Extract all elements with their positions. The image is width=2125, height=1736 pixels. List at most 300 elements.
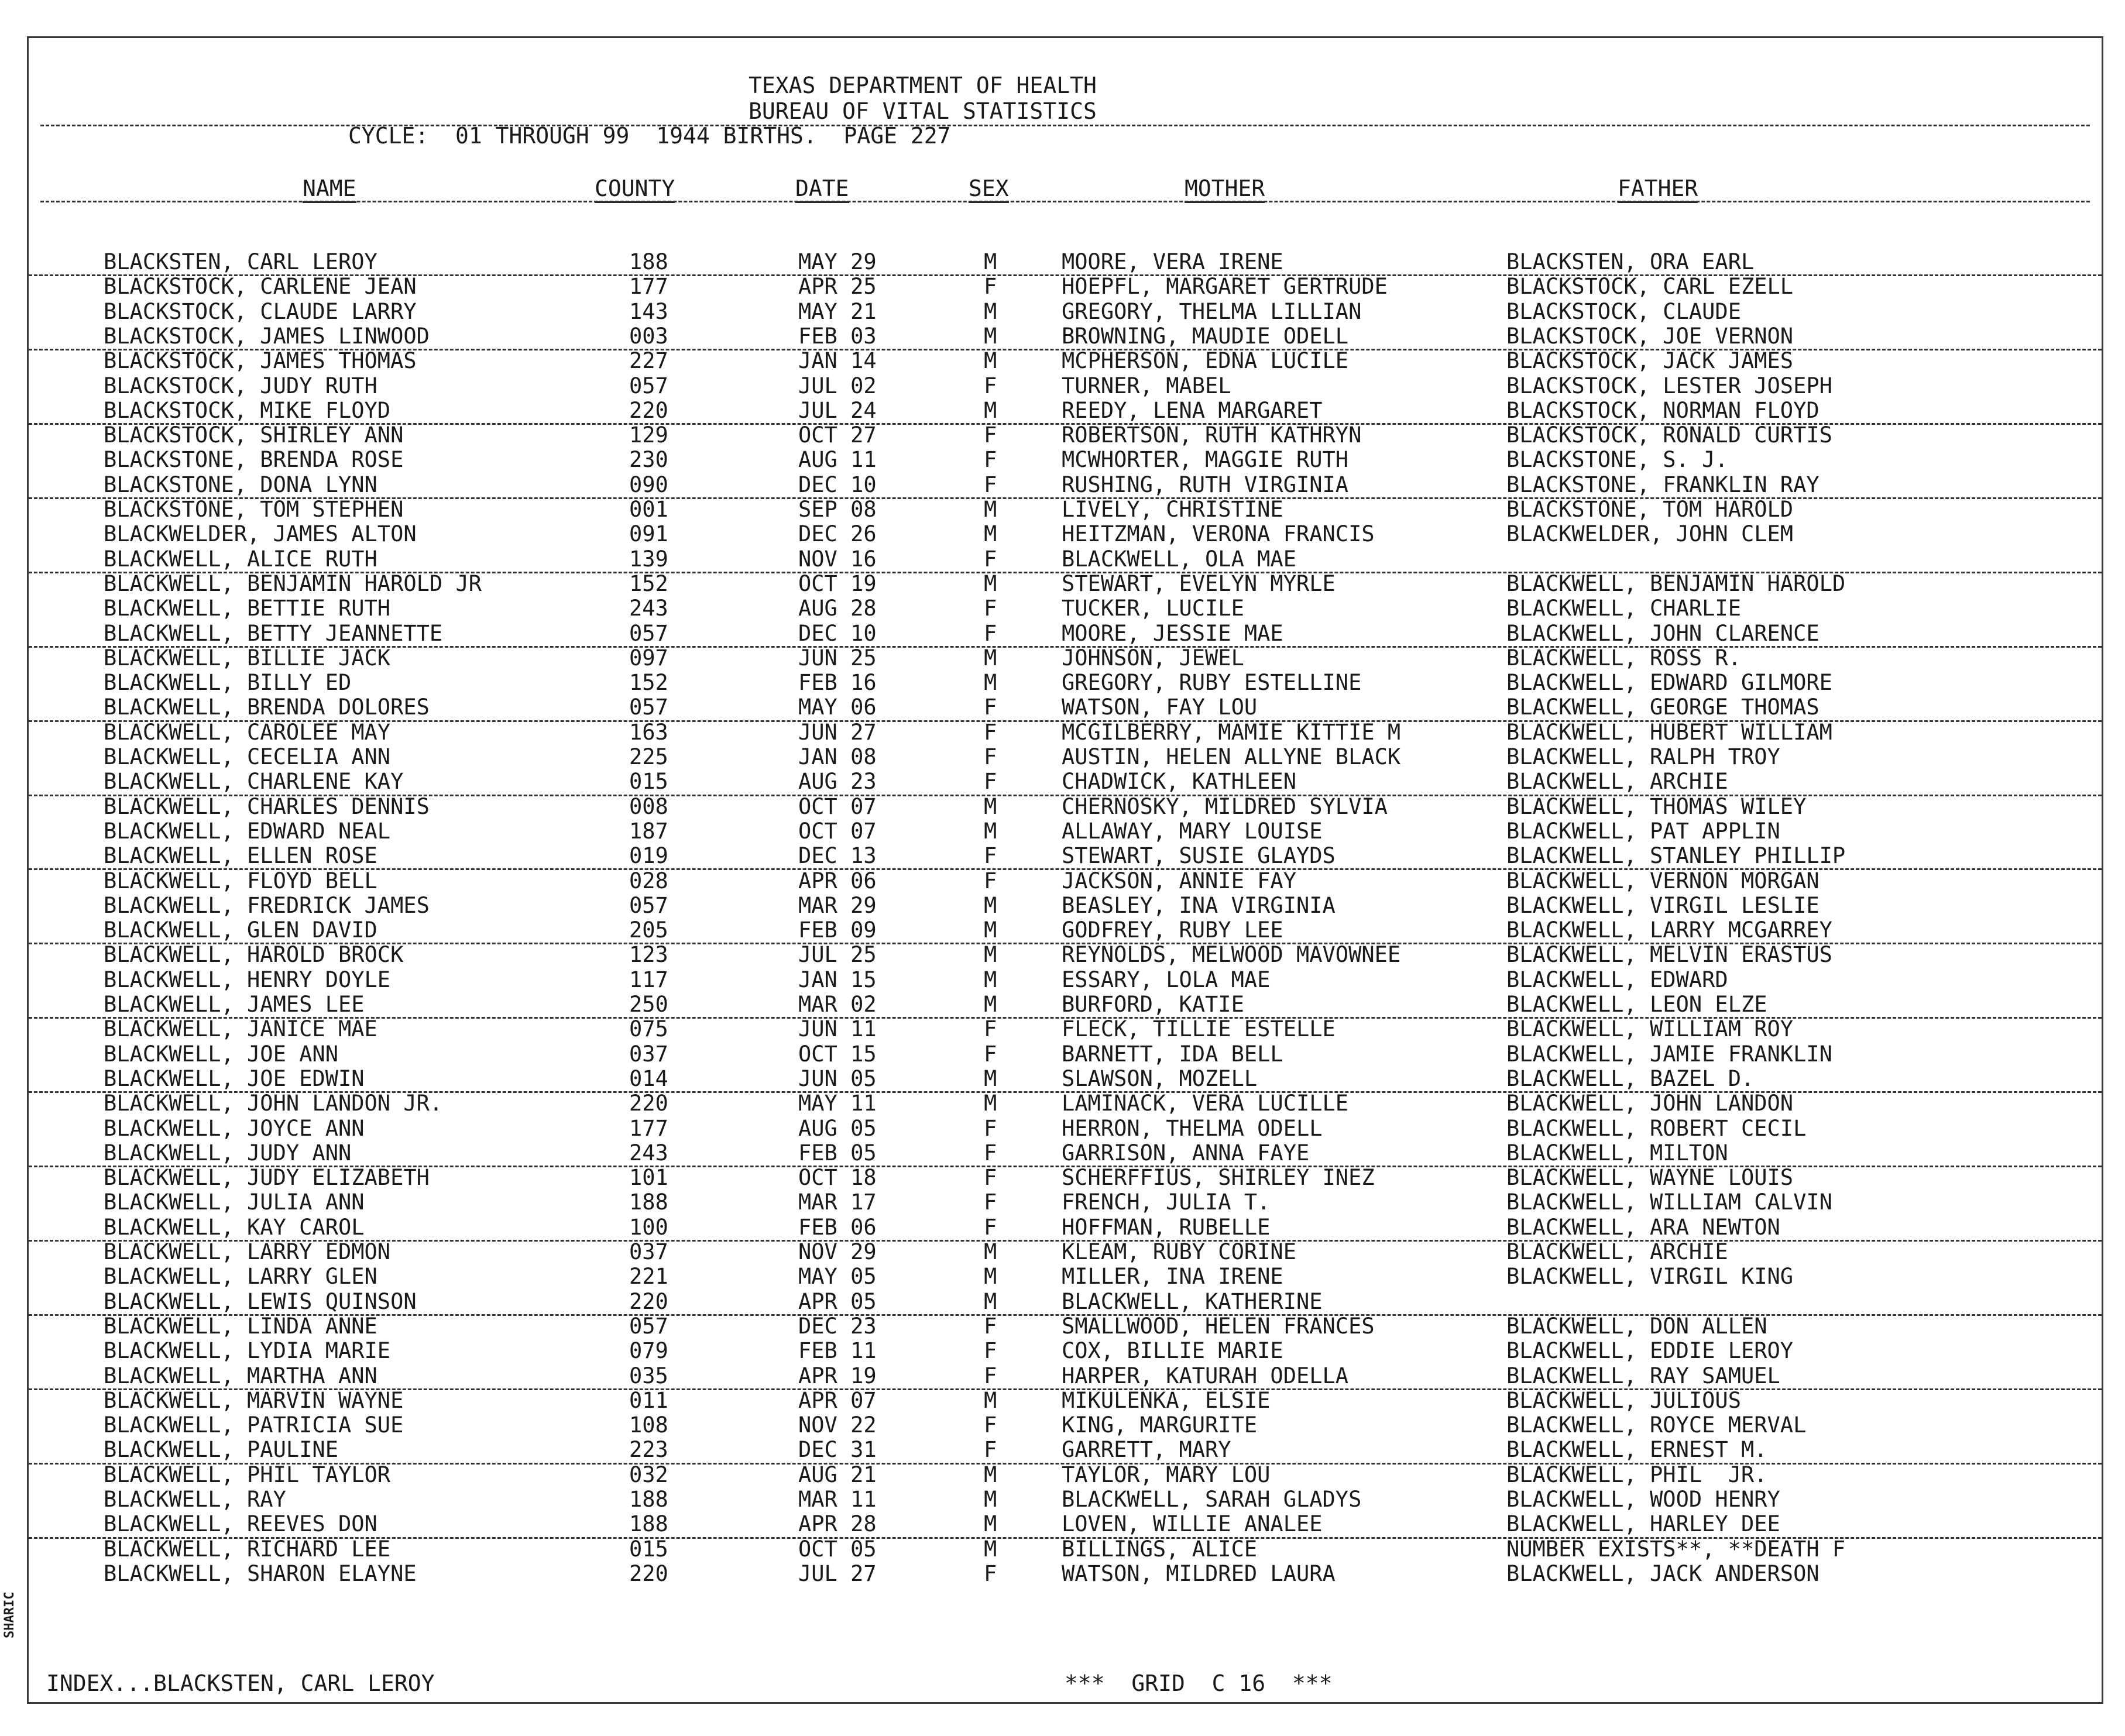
- cell-county: 011: [629, 1387, 668, 1413]
- cell-mother: GARRETT, MARY: [1062, 1437, 1231, 1463]
- cell-name: BLACKWELL, LINDA ANNE: [104, 1313, 377, 1339]
- cell-mother: STEWART, EVELYN MYRLE: [1062, 570, 1336, 596]
- cell-county: 163: [629, 719, 668, 745]
- cell-mother: BLACKWELL, SARAH GLADYS: [1062, 1487, 1362, 1512]
- cell-mother: ROBERTSON, RUTH KATHRYN: [1062, 422, 1362, 448]
- table-row: [29, 1512, 2102, 1538]
- cell-date: MAR 17: [798, 1190, 877, 1215]
- cell-name: BLACKWELL, JOE ANN: [104, 1041, 338, 1067]
- cell-name: BLACKWELL, BETTIE RUTH: [104, 596, 391, 621]
- table-row: [29, 1487, 2102, 1512]
- cell-mother: GARRISON, ANNA FAYE: [1062, 1140, 1310, 1166]
- cell-county: 188: [629, 249, 668, 274]
- cell-father: BLACKWELL, WOOD HENRY: [1506, 1487, 1780, 1512]
- cell-mother: BLACKWELL, OLA MAE: [1062, 546, 1296, 572]
- cell-father: BLACKWELL, EDWARD GILMORE: [1506, 670, 1832, 696]
- cell-name: BLACKSTOCK, JUDY RUTH: [104, 373, 377, 398]
- cell-sex: F: [984, 868, 997, 893]
- document-page: [27, 36, 2103, 1704]
- cell-name: BLACKWELL, CHARLES DENNIS: [104, 793, 430, 819]
- cell-mother: HEITZMAN, VERONA FRANCIS: [1062, 521, 1375, 547]
- cell-county: 220: [629, 1091, 668, 1116]
- table-row: [29, 423, 2102, 448]
- table-row: [29, 1438, 2102, 1464]
- table-row: [29, 918, 2102, 944]
- table-row: [29, 1413, 2102, 1438]
- cell-county: 037: [629, 1239, 668, 1264]
- cell-sex: F: [984, 695, 997, 720]
- cell-sex: F: [984, 1363, 997, 1388]
- cell-father: BLACKWELL, MELVIN ERASTUS: [1506, 942, 1832, 968]
- cell-name: BLACKWELL, HENRY DOYLE: [104, 967, 391, 992]
- cell-county: 035: [629, 1363, 668, 1388]
- cell-name: BLACKSTONE, TOM STEPHEN: [104, 497, 404, 522]
- cell-date: AUG 21: [798, 1462, 877, 1487]
- cell-county: 243: [629, 596, 668, 621]
- cell-father: BLACKWELL, LARRY MCGARREY: [1506, 917, 1832, 943]
- cell-name: BLACKWELL, JAMES LEE: [104, 992, 365, 1017]
- cell-sex: M: [984, 1264, 997, 1290]
- cell-county: 188: [629, 1190, 668, 1215]
- table-row: [29, 300, 2102, 324]
- cell-sex: F: [984, 1560, 997, 1586]
- cell-name: BLACKWELL, JOE EDWIN: [104, 1065, 365, 1091]
- table-row: [29, 1364, 2102, 1390]
- cell-date: OCT 27: [798, 422, 877, 448]
- cell-sex: M: [984, 917, 997, 943]
- cell-sex: M: [984, 249, 997, 274]
- cell-sex: F: [984, 769, 997, 795]
- cell-county: 015: [629, 769, 668, 795]
- table-row: [29, 720, 2102, 745]
- cell-county: 100: [629, 1214, 668, 1240]
- cell-sex: F: [984, 422, 997, 448]
- cell-father: BLACKWELL, JOHN LANDON: [1506, 1091, 1794, 1116]
- table-row: [29, 1562, 2102, 1586]
- cell-mother: JACKSON, ANNIE FAY: [1062, 868, 1296, 893]
- col-sex-header: SEX: [969, 176, 1009, 201]
- table-row: [29, 769, 2102, 796]
- cell-father: BLACKSTOCK, CLAUDE: [1506, 298, 1741, 324]
- cell-date: FEB 06: [798, 1214, 877, 1240]
- table-row: [29, 1463, 2102, 1487]
- cell-name: BLACKWELL, FLOYD BELL: [104, 868, 377, 893]
- cell-mother: HOFFMAN, RUBELLE: [1062, 1214, 1271, 1240]
- cell-county: 152: [629, 670, 668, 696]
- cell-mother: MCGILBERRY, MAMIE KITTIE M: [1062, 719, 1401, 745]
- cell-name: BLACKWELL, BRENDA DOLORES: [104, 695, 430, 720]
- cell-name: BLACKWELL, ALICE RUTH: [104, 546, 377, 572]
- cell-name: BLACKWELL, CHARLENE KAY: [104, 769, 404, 795]
- cell-father: BLACKWELL, PHIL JR.: [1506, 1462, 1767, 1487]
- cell-sex: F: [984, 1338, 997, 1364]
- cell-date: FEB 03: [798, 323, 877, 349]
- table-row: [29, 1017, 2102, 1041]
- table-row: [29, 943, 2102, 967]
- cell-date: APR 05: [798, 1288, 877, 1314]
- cell-county: 037: [629, 1041, 668, 1067]
- cell-father: BLACKSTOCK, LESTER JOSEPH: [1506, 373, 1832, 398]
- cell-county: 014: [629, 1065, 668, 1091]
- cell-date: AUG 28: [798, 596, 877, 621]
- cell-father: BLACKWELL, EDWARD: [1506, 967, 1728, 992]
- table-row: [29, 1339, 2102, 1363]
- cell-county: 028: [629, 868, 668, 893]
- cell-date: FEB 05: [798, 1140, 877, 1166]
- cell-county: 227: [629, 348, 668, 374]
- cell-father: BLACKWELL, EDDIE LEROY: [1506, 1338, 1794, 1364]
- col-father-header: FATHER: [1618, 176, 1698, 201]
- table-row: [29, 992, 2102, 1019]
- cell-county: 003: [629, 323, 668, 349]
- cell-sex: F: [984, 1190, 997, 1215]
- table-row: [29, 745, 2102, 769]
- cell-date: MAY 11: [798, 1091, 877, 1116]
- cell-mother: GODFREY, RUBY LEE: [1062, 917, 1283, 943]
- cell-sex: F: [984, 1041, 997, 1067]
- cell-sex: M: [984, 298, 997, 324]
- cell-mother: CHERNOSKY, MILDRED SYLVIA: [1062, 793, 1388, 819]
- cell-name: BLACKSTOCK, CARLENE JEAN: [104, 274, 417, 300]
- cell-name: BLACKWELL, LEWIS QUINSON: [104, 1288, 417, 1314]
- footer-grid: *** GRID C 16 ***: [1065, 1670, 1333, 1696]
- table-row: [29, 274, 2102, 299]
- cell-father: BLACKWELL, VIRGIL LESLIE: [1506, 892, 1820, 918]
- table-row: [29, 869, 2102, 893]
- cell-name: BLACKWELL, JOHN LANDON JR.: [104, 1091, 443, 1116]
- cell-mother: TUCKER, LUCILE: [1062, 596, 1244, 621]
- cell-sex: F: [984, 1140, 997, 1166]
- table-row: [29, 1314, 2102, 1339]
- cell-county: 101: [629, 1165, 668, 1191]
- table-row: [29, 1388, 2102, 1413]
- table-row: [29, 473, 2102, 499]
- cell-sex: M: [984, 942, 997, 968]
- cell-date: AUG 11: [798, 447, 877, 473]
- table-row: [29, 596, 2102, 621]
- cell-sex: M: [984, 1239, 997, 1264]
- cell-date: DEC 26: [798, 521, 877, 547]
- cell-father: BLACKWELL, ROSS R.: [1506, 645, 1741, 671]
- cell-date: MAR 11: [798, 1487, 877, 1512]
- cell-date: AUG 05: [798, 1115, 877, 1141]
- table-row: [29, 1537, 2102, 1562]
- cell-date: JAN 08: [798, 744, 877, 769]
- cell-date: JUL 25: [798, 942, 877, 968]
- cell-mother: RUSHING, RUTH VIRGINIA: [1062, 472, 1349, 497]
- cell-mother: WATSON, MILDRED LAURA: [1062, 1560, 1336, 1586]
- cell-date: DEC 13: [798, 843, 877, 869]
- cell-county: 057: [629, 620, 668, 646]
- cell-county: 220: [629, 397, 668, 423]
- cell-father: BLACKWELL, JACK ANDERSON: [1506, 1560, 1820, 1586]
- cell-date: FEB 09: [798, 917, 877, 943]
- cell-county: 177: [629, 1115, 668, 1141]
- cell-sex: M: [984, 818, 997, 844]
- table-row: [29, 572, 2102, 596]
- cell-father: BLACKWELL, RALPH TROY: [1506, 744, 1780, 769]
- cell-county: 123: [629, 942, 668, 968]
- cell-name: BLACKWELL, JANICE MAE: [104, 1016, 377, 1042]
- cell-name: BLACKWELL, BETTY JEANNETTE: [104, 620, 443, 646]
- col-mother-header: MOTHER: [1185, 176, 1265, 201]
- cell-sex: F: [984, 620, 997, 646]
- cell-sex: M: [984, 892, 997, 918]
- cell-name: BLACKWELL, LYDIA MARIE: [104, 1338, 391, 1364]
- cell-sex: F: [984, 1313, 997, 1339]
- cell-sex: M: [984, 570, 997, 596]
- table-row: [29, 621, 2102, 648]
- cell-father: BLACKWELL, GEORGE THOMAS: [1506, 695, 1820, 720]
- cell-date: APR 25: [798, 274, 877, 300]
- cell-mother: BARNETT, IDA BELL: [1062, 1041, 1283, 1067]
- table-row: [29, 1190, 2102, 1215]
- cell-father: BLACKSTEN, ORA EARL: [1506, 249, 1755, 274]
- cell-sex: F: [984, 1437, 997, 1463]
- cell-name: BLACKSTOCK, CLAUDE LARRY: [104, 298, 417, 324]
- cell-name: BLACKWELL, SHARON ELAYNE: [104, 1560, 417, 1586]
- table-row: [29, 646, 2102, 671]
- cell-date: MAY 05: [798, 1264, 877, 1290]
- cell-sex: F: [984, 546, 997, 572]
- cell-county: 187: [629, 818, 668, 844]
- cell-county: 079: [629, 1338, 668, 1364]
- table-row: [29, 1290, 2102, 1316]
- side-code-label: SHARIC: [2, 1591, 17, 1638]
- cell-sex: M: [984, 967, 997, 992]
- table-row: [29, 968, 2102, 992]
- table-row: [29, 374, 2102, 398]
- cell-name: BLACKWELL, PHIL TAYLOR: [104, 1462, 391, 1487]
- cell-mother: BILLINGS, ALICE: [1062, 1536, 1258, 1562]
- cell-name: BLACKSTONE, DONA LYNN: [104, 472, 377, 497]
- cell-father: BLACKWELL, ARCHIE: [1506, 1239, 1728, 1264]
- cell-father: BLACKSTONE, FRANKLIN RAY: [1506, 472, 1820, 497]
- cell-sex: F: [984, 1214, 997, 1240]
- cell-sex: M: [984, 793, 997, 819]
- cell-name: BLACKWELL, CAROLEE MAY: [104, 719, 391, 745]
- cell-mother: FLECK, TILLIE ESTELLE: [1062, 1016, 1336, 1042]
- cell-mother: TAYLOR, MARY LOU: [1062, 1462, 1271, 1487]
- footer-index: INDEX...BLACKSTEN, CARL LEROY: [46, 1670, 435, 1696]
- cell-date: APR 28: [798, 1511, 877, 1537]
- cell-father: BLACKWELL, MILTON: [1506, 1140, 1728, 1166]
- cell-date: DEC 23: [798, 1313, 877, 1339]
- cell-county: 015: [629, 1536, 668, 1562]
- cell-mother: ALLAWAY, MARY LOUISE: [1062, 818, 1323, 844]
- cell-name: BLACKWELL, JOYCE ANN: [104, 1115, 365, 1141]
- cell-mother: BROWNING, MAUDIE ODELL: [1062, 323, 1349, 349]
- cell-date: FEB 11: [798, 1338, 877, 1364]
- cell-sex: F: [984, 744, 997, 769]
- cell-father: BLACKWELL, WILLIAM CALVIN: [1506, 1190, 1832, 1215]
- cell-county: 205: [629, 917, 668, 943]
- cell-county: 057: [629, 892, 668, 918]
- table-row: [29, 695, 2102, 721]
- cell-county: 057: [629, 373, 668, 398]
- cell-father: BLACKWELL, ARA NEWTON: [1506, 1214, 1780, 1240]
- cell-date: SEP 08: [798, 497, 877, 522]
- cell-mother: SCHERFFIUS, SHIRLEY INEZ: [1062, 1165, 1375, 1191]
- cell-county: 091: [629, 521, 668, 547]
- cell-sex: M: [984, 992, 997, 1017]
- cell-date: NOV 16: [798, 546, 877, 572]
- cell-father: BLACKWELDER, JOHN CLEM: [1506, 521, 1794, 547]
- cell-mother: SLAWSON, MOZELL: [1062, 1065, 1258, 1091]
- cell-mother: CHADWICK, KATHLEEN: [1062, 769, 1296, 795]
- cell-mother: BURFORD, KATIE: [1062, 992, 1244, 1017]
- cell-name: BLACKWELL, EDWARD NEAL: [104, 818, 391, 844]
- cell-father: BLACKWELL, BENJAMIN HAROLD: [1506, 570, 1846, 596]
- cell-date: DEC 10: [798, 472, 877, 497]
- cell-mother: HERRON, THELMA ODELL: [1062, 1115, 1323, 1141]
- cell-date: MAY 06: [798, 695, 877, 720]
- cell-county: 090: [629, 472, 668, 497]
- cell-mother: LAMINACK, VERA LUCILLE: [1062, 1091, 1349, 1116]
- cell-father: BLACKSTOCK, JOE VERNON: [1506, 323, 1794, 349]
- table-row: [29, 398, 2102, 425]
- cell-sex: M: [984, 1511, 997, 1537]
- cell-name: BLACKWELL, KAY CAROL: [104, 1214, 365, 1240]
- cell-mother: LIVELY, CHRISTINE: [1062, 497, 1283, 522]
- cell-father: BLACKWELL, BAZEL D.: [1506, 1065, 1755, 1091]
- cell-sex: F: [984, 1115, 997, 1141]
- cell-mother: MOORE, JESSIE MAE: [1062, 620, 1283, 646]
- cell-date: OCT 07: [798, 793, 877, 819]
- cell-father: NUMBER EXISTS**, **DEATH F: [1506, 1536, 1846, 1562]
- cell-mother: AUSTIN, HELEN ALLYNE BLACK: [1062, 744, 1401, 769]
- table-row: [29, 893, 2102, 918]
- cell-mother: MCWHORTER, MAGGIE RUTH: [1062, 447, 1349, 473]
- cell-county: 108: [629, 1412, 668, 1438]
- cell-mother: MCPHERSON, EDNA LUCILE: [1062, 348, 1349, 374]
- cell-name: BLACKWELL, JUDY ELIZABETH: [104, 1165, 430, 1191]
- cell-county: 008: [629, 793, 668, 819]
- cell-county: 225: [629, 744, 668, 769]
- table-row: [29, 1116, 2102, 1141]
- cell-county: 221: [629, 1264, 668, 1290]
- cell-date: OCT 05: [798, 1536, 877, 1562]
- cell-mother: HOEPFL, MARGARET GERTRUDE: [1062, 274, 1388, 300]
- cell-father: BLACKWELL, WILLIAM ROY: [1506, 1016, 1794, 1042]
- cell-sex: F: [984, 719, 997, 745]
- bureau-title: BUREAU OF VITAL STATISTICS: [749, 98, 1097, 124]
- cell-date: FEB 16: [798, 670, 877, 696]
- cell-father: BLACKSTOCK, JACK JAMES: [1506, 348, 1794, 374]
- cell-name: BLACKWELL, LARRY EDMON: [104, 1239, 391, 1264]
- table-row: [29, 250, 2102, 276]
- cell-father: BLACKWELL, HUBERT WILLIAM: [1506, 719, 1832, 745]
- table-row: [29, 324, 2102, 350]
- cell-date: OCT 19: [798, 570, 877, 596]
- cell-father: BLACKSTOCK, NORMAN FLOYD: [1506, 397, 1820, 423]
- cell-mother: COX, BILLIE MARIE: [1062, 1338, 1283, 1364]
- cell-mother: LOVEN, WILLIE ANALEE: [1062, 1511, 1323, 1537]
- cell-date: APR 19: [798, 1363, 877, 1388]
- cell-date: MAR 29: [798, 892, 877, 918]
- cell-county: 032: [629, 1462, 668, 1487]
- col-name-header: NAME: [303, 176, 356, 201]
- cell-father: BLACKSTOCK, CARL EZELL: [1506, 274, 1794, 300]
- cell-sex: M: [984, 348, 997, 374]
- cell-county: 230: [629, 447, 668, 473]
- cell-name: BLACKSTOCK, MIKE FLOYD: [104, 397, 391, 423]
- cell-county: 097: [629, 645, 668, 671]
- cell-date: JAN 14: [798, 348, 877, 374]
- cell-name: BLACKSTOCK, SHIRLEY ANN: [104, 422, 404, 448]
- cell-father: BLACKWELL, STANLEY PHILLIP: [1506, 843, 1846, 869]
- cell-date: AUG 23: [798, 769, 877, 795]
- cell-mother: TURNER, MABEL: [1062, 373, 1231, 398]
- cell-county: 117: [629, 967, 668, 992]
- cell-county: 220: [629, 1560, 668, 1586]
- cell-father: BLACKWELL, JOHN CLARENCE: [1506, 620, 1820, 646]
- cell-father: BLACKWELL, ERNEST M.: [1506, 1437, 1767, 1463]
- cell-date: JUL 24: [798, 397, 877, 423]
- cell-sex: F: [984, 373, 997, 398]
- cell-mother: MILLER, INA IRENE: [1062, 1264, 1283, 1290]
- cell-sex: F: [984, 1165, 997, 1191]
- cell-sex: F: [984, 472, 997, 497]
- cell-county: 220: [629, 1288, 668, 1314]
- cell-sex: M: [984, 670, 997, 696]
- cell-name: BLACKWELL, ELLEN ROSE: [104, 843, 377, 869]
- cell-name: BLACKWELL, GLEN DAVID: [104, 917, 377, 943]
- cell-county: 188: [629, 1511, 668, 1537]
- cell-date: MAY 21: [798, 298, 877, 324]
- cell-name: BLACKSTOCK, JAMES THOMAS: [104, 348, 417, 374]
- cell-date: APR 06: [798, 868, 877, 893]
- cell-mother: BEASLEY, INA VIRGINIA: [1062, 892, 1336, 918]
- cell-sex: M: [984, 323, 997, 349]
- cell-father: BLACKWELL, PAT APPLIN: [1506, 818, 1780, 844]
- cell-sex: F: [984, 843, 997, 869]
- cell-father: BLACKWELL, LEON ELZE: [1506, 992, 1767, 1017]
- cell-county: 223: [629, 1437, 668, 1463]
- table-row: [29, 349, 2102, 373]
- cell-father: BLACKWELL, RAY SAMUEL: [1506, 1363, 1780, 1388]
- cell-county: 243: [629, 1140, 668, 1166]
- col-county-header: COUNTY: [595, 176, 675, 201]
- cell-mother: HARPER, KATURAH ODELLA: [1062, 1363, 1349, 1388]
- cell-mother: STEWART, SUSIE GLAYDS: [1062, 843, 1336, 869]
- cell-county: 139: [629, 546, 668, 572]
- cell-name: BLACKWELL, JUDY ANN: [104, 1140, 352, 1166]
- table-row: [29, 1240, 2102, 1264]
- cell-mother: BLACKWELL, KATHERINE: [1062, 1288, 1323, 1314]
- cell-father: BLACKSTONE, S. J.: [1506, 447, 1728, 473]
- table-row: [29, 1166, 2102, 1190]
- cell-sex: M: [984, 1387, 997, 1413]
- cell-county: 152: [629, 570, 668, 596]
- cell-mother: JOHNSON, JEWEL: [1062, 645, 1244, 671]
- cell-date: OCT 07: [798, 818, 877, 844]
- cell-father: BLACKSTONE, TOM HAROLD: [1506, 497, 1794, 522]
- cell-mother: KLEAM, RUBY CORINE: [1062, 1239, 1296, 1264]
- cell-sex: F: [984, 1016, 997, 1042]
- table-row: [29, 1067, 2102, 1093]
- cell-father: BLACKWELL, JAMIE FRANKLIN: [1506, 1041, 1832, 1067]
- cell-date: JUL 02: [798, 373, 877, 398]
- cell-father: BLACKWELL, JULIOUS: [1506, 1387, 1741, 1413]
- cell-mother: MOORE, VERA IRENE: [1062, 249, 1283, 274]
- cell-name: BLACKWELL, RICHARD LEE: [104, 1536, 391, 1562]
- agency-title: TEXAS DEPARTMENT OF HEALTH: [749, 73, 1097, 98]
- cell-county: 250: [629, 992, 668, 1017]
- cell-sex: M: [984, 1065, 997, 1091]
- cell-name: BLACKWELL, JULIA ANN: [104, 1190, 365, 1215]
- cell-father: BLACKWELL, ROYCE MERVAL: [1506, 1412, 1807, 1438]
